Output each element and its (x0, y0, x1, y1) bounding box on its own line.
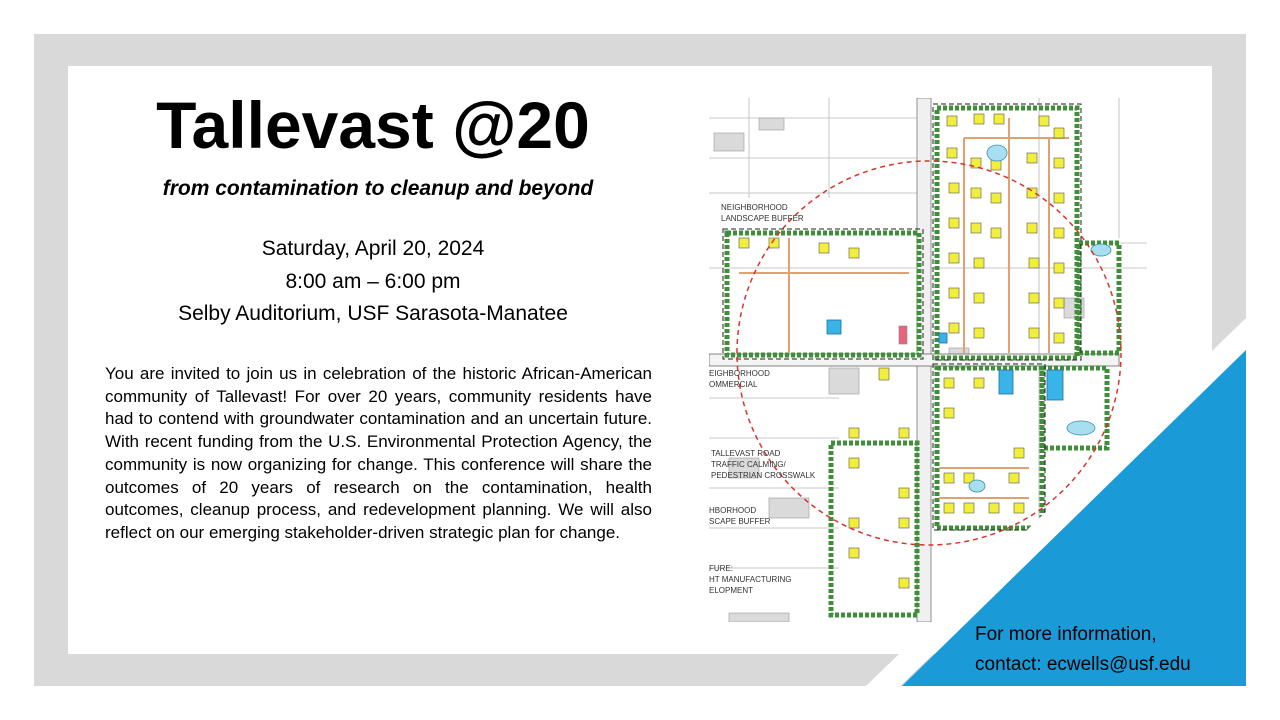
map-label-commercial-1: EIGHBORHOOD (709, 369, 770, 378)
map-label-road-1: TALLEVAST ROAD (711, 449, 781, 458)
map-label-road-2: TRAFFIC CALMING/ (711, 460, 786, 469)
event-venue: Selby Auditorium, USF Sarasota-Manatee (178, 302, 568, 325)
map-label-buffer-bottom-2: SCAPE BUFFER (709, 517, 771, 526)
map-label-commercial-2: OMMERCIAL (709, 380, 758, 389)
event-time: 8:00 am – 6:00 pm (285, 270, 461, 293)
map-label-buffer-top-2: LANDSCAPE BUFFER (721, 214, 804, 223)
map-label-buffer-bottom-1: HBORHOOD (709, 506, 757, 515)
map-label-road-3: PEDESTRIAN CROSSWALK (711, 471, 816, 480)
contact-info (975, 620, 1255, 680)
contact-line-1: For more information, (975, 624, 1157, 645)
map-label-future-2: HT MANUFACTURING (709, 575, 792, 584)
description-paragraph: You are invited to join us in celebration of the historic African-American community of Tallevast! For over 20 years, community residents have had to contend with groundwater contamination and an uncertain future. With recent funding from the U.S. Environmental Protection Agency, the community is now organizing for change. This conference will share the outcomes of 20 years of research on the contamination, health outcomes, cleanup process, and redevelopment planning. We will also reflect on our emerging stakeholder-driven strategic plan for change. (105, 364, 652, 542)
contact-email[interactable]: contact: ecwells@usf.edu (975, 654, 1191, 675)
page-title: Tallevast @20 (156, 88, 590, 162)
map-label-buffer-top-1: NEIGHBORHOOD (721, 203, 788, 212)
map-label-future-1: FURE: (709, 564, 733, 573)
map-label-future-3: ELOPMENT (709, 586, 754, 595)
event-date: Saturday, April 20, 2024 (261, 237, 485, 260)
subtitle: from contamination to cleanup and beyond (162, 177, 594, 200)
